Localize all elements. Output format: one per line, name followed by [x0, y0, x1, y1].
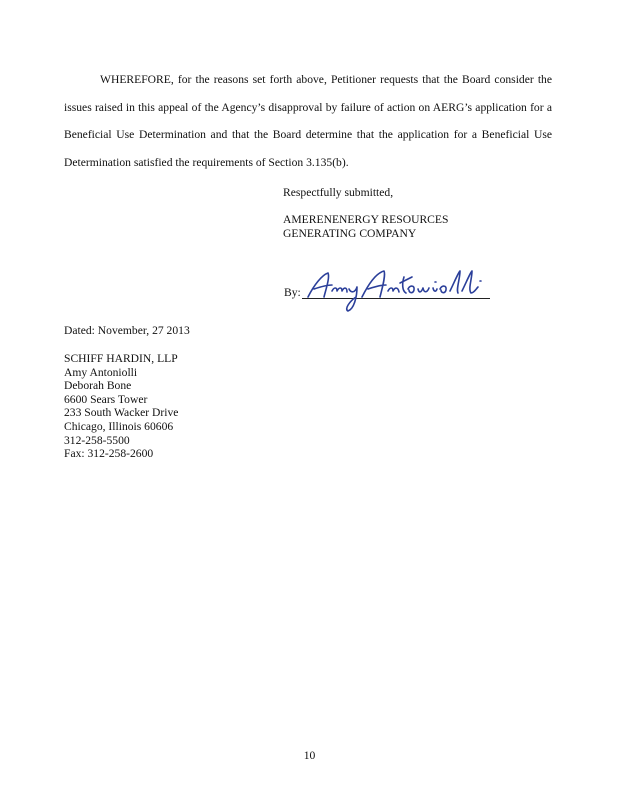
counsel-address: 6600 Sears Tower — [64, 392, 148, 406]
company-name-line2: GENERATING COMPANY — [283, 226, 417, 240]
signature-stroke — [408, 286, 429, 293]
body-paragraph-text: WHEREFORE, for the reasons set forth above, Petitioner requests that the Board consider the issues raised in this appeal of the Agency’s disapproval by failure of action on AERG’s application for a Beneficial Use Determination and that the Board determine that the application for a Beneficial Use Determination satisfied the requirements of Section 3.135(b). — [64, 73, 552, 169]
counsel-name: Deborah Bone — [64, 379, 132, 393]
signature-stroke — [433, 282, 446, 293]
dated-line: Dated: November, 27 2013 — [64, 324, 190, 337]
counsel-address: 233 South Wacker Drive — [64, 406, 179, 420]
company-name — [283, 213, 448, 240]
page-number: 10 — [303, 749, 316, 762]
counsel-fax: Fax: 312-258-2600 — [64, 447, 154, 461]
counsel-city: Chicago, Illinois 60606 — [64, 419, 174, 433]
signature-stroke — [450, 271, 481, 293]
body-paragraph — [64, 66, 552, 176]
signature-stroke — [332, 288, 347, 292]
signature-stroke — [347, 287, 357, 311]
closing-line: Respectfully submitted, — [283, 186, 394, 199]
handwritten-signature — [304, 263, 494, 313]
company-name-line1: AMERENENERGY RESOURCES — [283, 213, 449, 226]
signature-stroke — [362, 271, 386, 297]
by-label: By: — [284, 286, 301, 299]
signature-block — [284, 277, 504, 307]
signature-stroke — [308, 273, 332, 297]
counsel-block — [64, 352, 178, 461]
counsel-name: Amy Antoniolli — [64, 365, 138, 379]
counsel-firm: SCHIFF HARDIN, LLP — [64, 352, 178, 365]
counsel-phone: 312-258-5500 — [64, 433, 130, 447]
